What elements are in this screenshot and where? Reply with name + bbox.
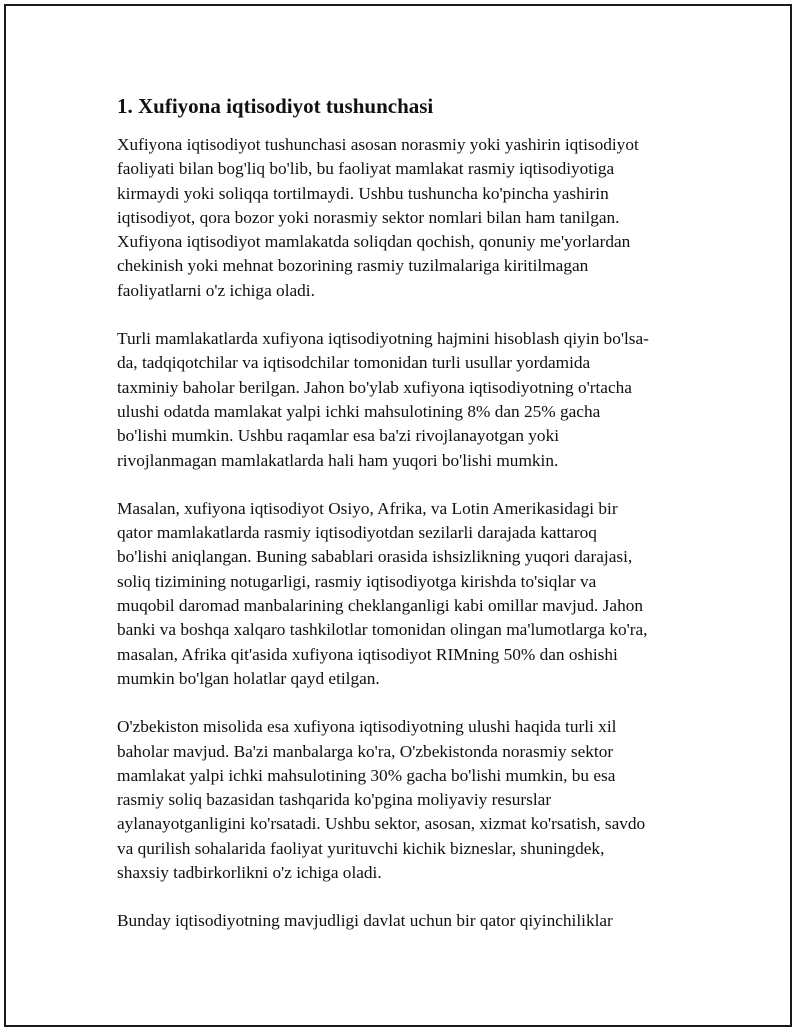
text-line: kirmaydi yoki soliqqa tortilmaydi. Ushbu tushuncha ko'pincha yashirin [117,183,609,203]
text-line: qator mamlakatlarda rasmiy iqtisodiyotdan sezilarli darajada kattaroq [117,523,597,543]
text-line: ulushi odatda mamlakat yalpi ichki mahsulotining 8% dan 25% gacha [117,401,601,421]
paragraph-5 [117,909,697,933]
text-line: Bunday iqtisodiyotning mavjudligi davlat uchun bir qator qiyinchiliklar [117,911,613,931]
text-line: faoliyatlarni o'z ichiga oladi. [117,280,315,300]
text-line: iqtisodiyot, qora bozor yoki norasmiy sektor nomlari bilan ham tanilgan. [117,207,620,227]
text-line: banki va boshqa xalqaro tashkilotlar tomonidan olingan ma'lumotlarga ko'ra, [117,620,648,640]
paragraph-4 [117,715,697,885]
text-line: va qurilish sohalarida faoliyat yurituvchi kichik bizneslar, shuningdek, [117,838,605,858]
text-line: baholar mavjud. Ba'zi manbalarga ko'ra, O'zbekistonda norasmiy sektor [117,741,614,761]
text-line: faoliyati bilan bog'liq bo'lib, bu faoliyat mamlakat rasmiy iqtisodiyotiga [117,159,615,179]
paragraph-3 [117,497,697,691]
text-line: mamlakat yalpi ichki mahsulotining 30% gacha bo'lishi mumkin, bu esa [117,765,616,785]
text-line: soliq tizimining notugarligi, rasmiy iqtisodiyotga kirishda to'siqlar va [117,571,597,591]
text-line: chekinish yoki mehnat bozorining rasmiy tuzilmalariga kiritilmagan [117,256,589,276]
paragraph-2 [117,327,697,473]
text-line: aylanayotganligini ko'rsatadi. Ushbu sektor, asosan, xizmat ko'rsatish, savdo [117,814,646,834]
text-line: shaxsiy tadbirkorlikni o'z ichiga oladi. [117,863,382,883]
section-heading: 1. Xufiyona iqtisodiyot tushunchasi [117,94,434,118]
paragraph-1 [117,133,697,303]
text-line: Xufiyona iqtisodiyot tushunchasi asosan norasmiy yoki yashirin iqtisodiyot [117,135,639,154]
text-line: bo'lishi mumkin. Ushbu raqamlar esa ba'zi rivojlanayotgan yoki [117,426,560,446]
text-line: rivojlanmagan mamlakatlarda hali ham yuqori bo'lishi mumkin. [117,450,559,470]
text-line: Masalan, xufiyona iqtisodiyot Osiyo, Afrika, va Lotin Amerikasidagi bir [117,498,618,518]
text-line: Xufiyona iqtisodiyot mamlakatda soliqdan qochish, qonuniy me'yorlardan [117,232,631,252]
text-line: muqobil daromad manbalarining cheklanganligi kabi omillar mavjud. Jahon [117,596,643,616]
text-line: O'zbekiston misolida esa xufiyona iqtisodiyotning ulushi haqida turli xil [117,717,617,737]
text-line: masalan, Afrika qit'asida xufiyona iqtisodiyot RIMning 50% dan oshishi [117,644,618,664]
text-line: Turli mamlakatlarda xufiyona iqtisodiyotning hajmini hisoblash qiyin bo'lsa- [117,329,649,349]
text-line: rasmiy soliq bazasidan tashqarida ko'pgina moliyaviy resurslar [117,790,552,810]
text-line: da, tadqiqotchilar va iqtisodchilar tomonidan turli usullar yordamida [117,353,591,373]
text-line: bo'lishi aniqlangan. Buning sabablari orasida ishsizlikning yuqori darajasi, [117,547,633,567]
text-line: taxminiy baholar berilgan. Jahon bo'ylab xufiyona iqtisodiyotning o'rtacha [117,377,632,397]
document-body [117,92,697,958]
text-line: mumkin bo'lgan holatlar qayd etilgan. [117,668,380,688]
